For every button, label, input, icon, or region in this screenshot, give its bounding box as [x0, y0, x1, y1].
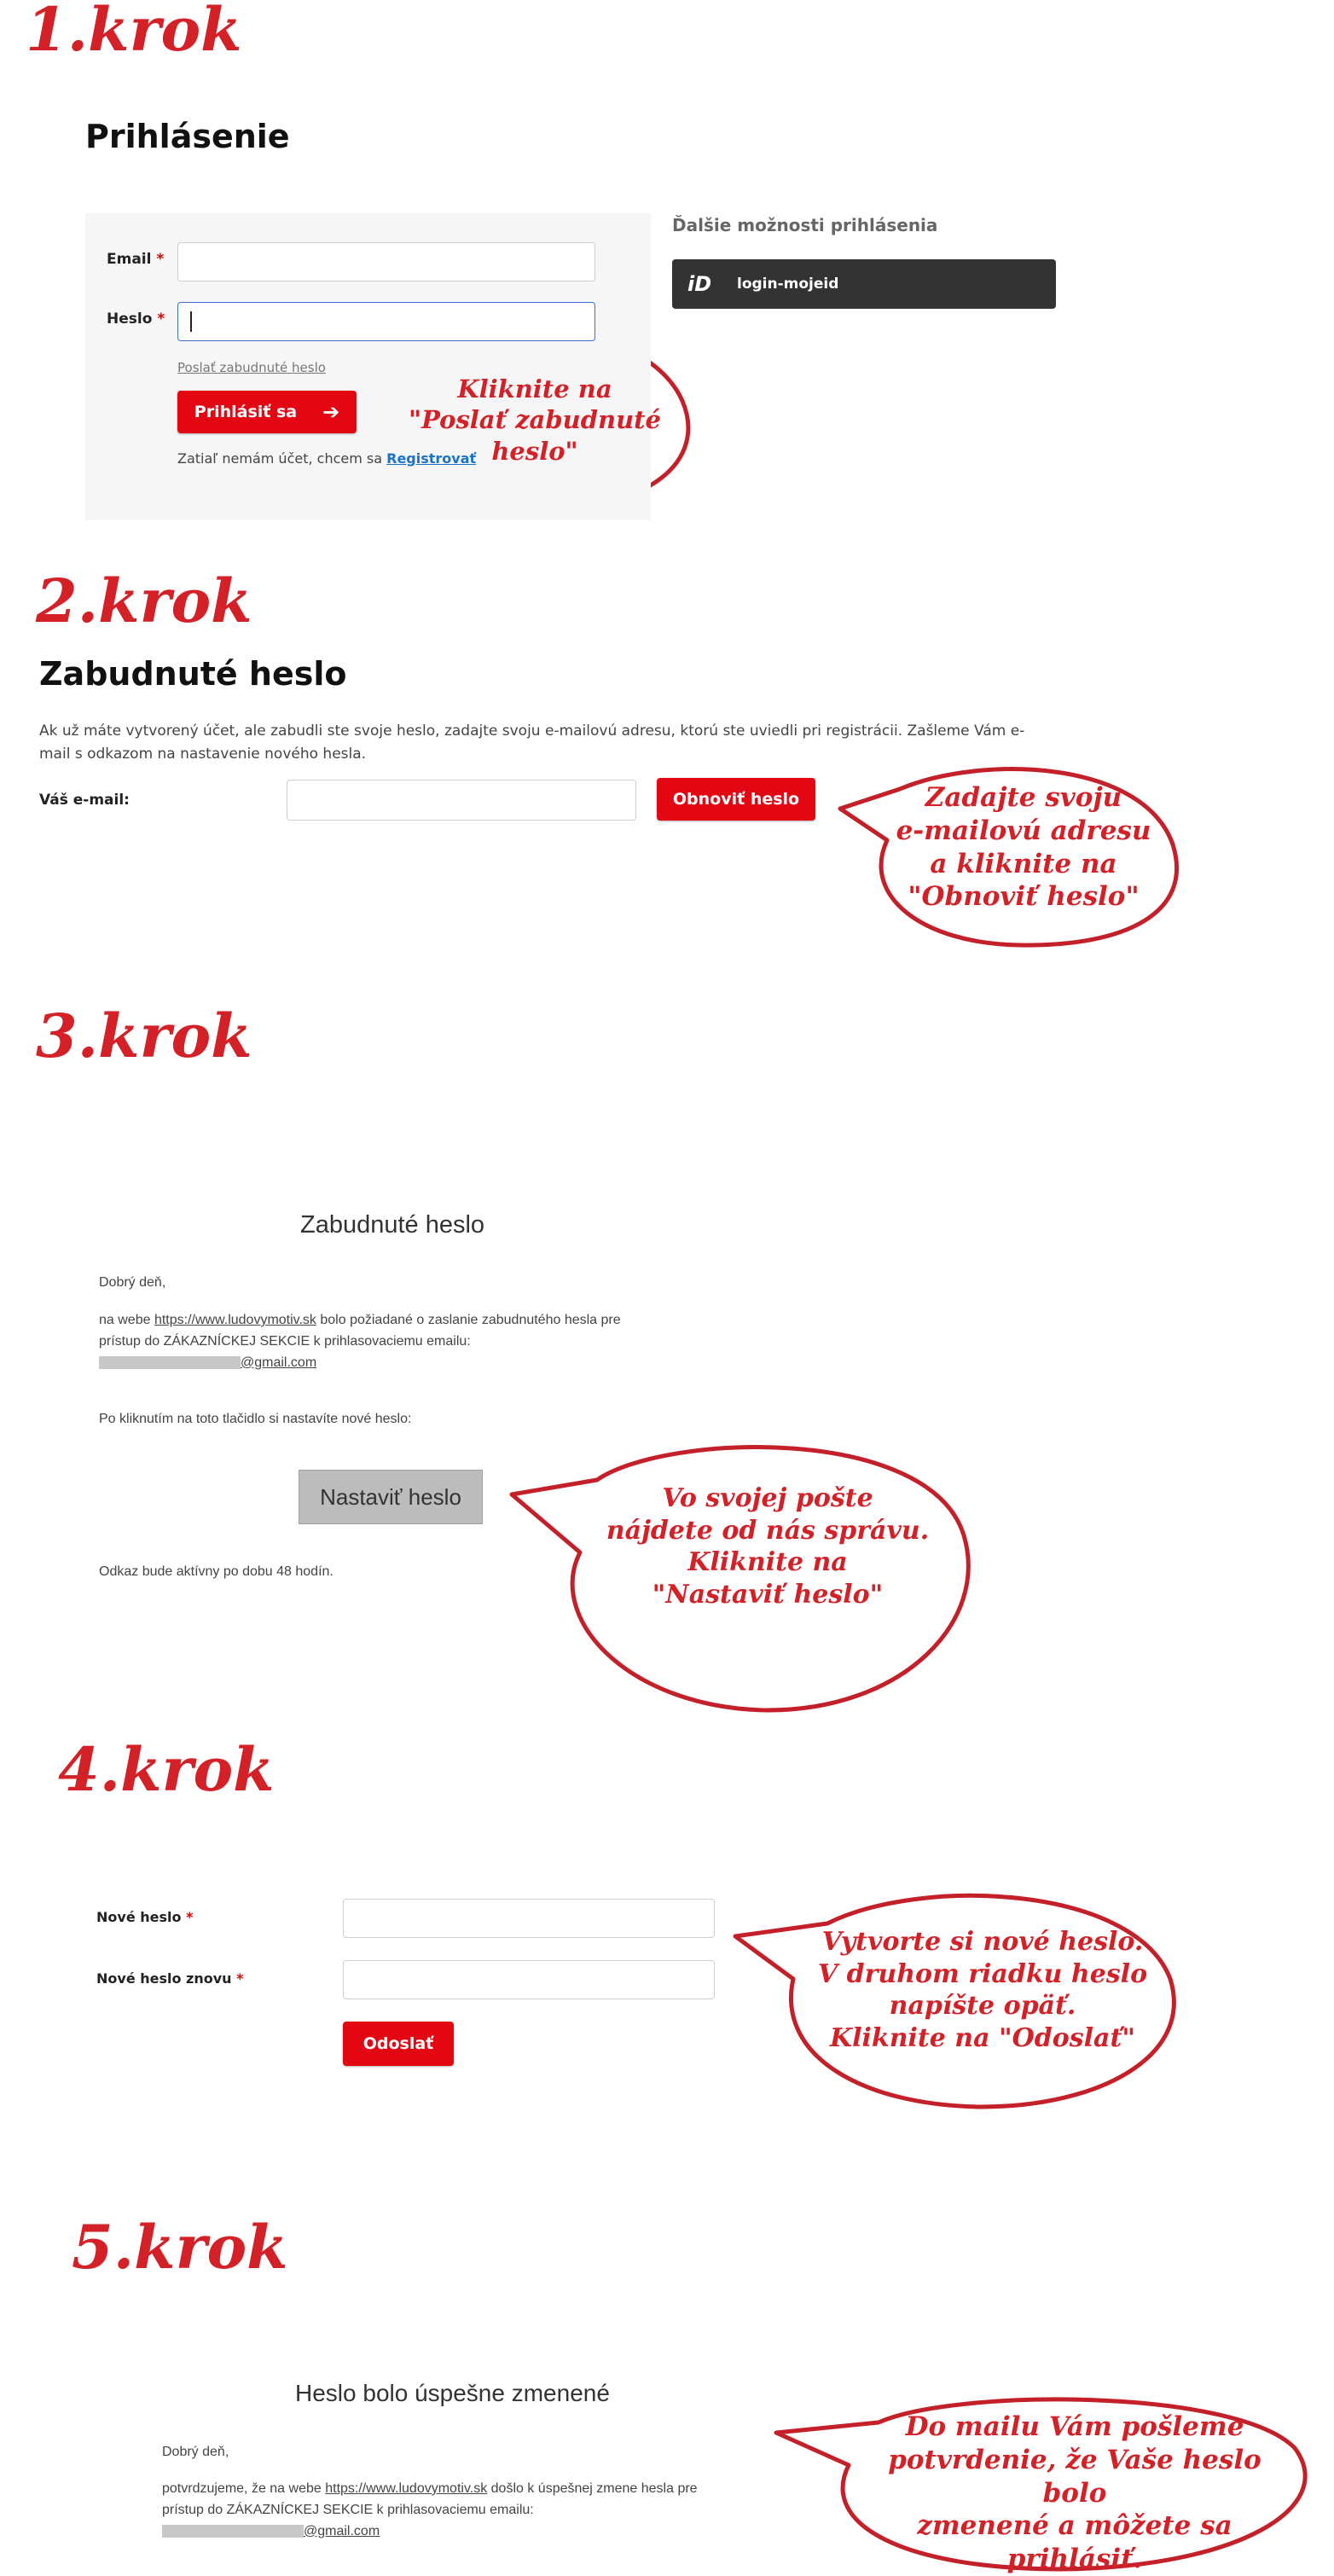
description-line-1: Ak už máte vytvorený účet, ale zabudli ste svoje heslo, zadajte svoju e-mailovú adresu, ktorú ste uviedli pri registrácii. Zašleme Vám e- — [39, 722, 1025, 740]
reset-mail-validity: Odkaz bude aktívny po dobu 48 hodín. — [99, 1564, 334, 1579]
redacted-email — [162, 2525, 304, 2538]
register-link[interactable]: Registrovať — [386, 450, 477, 467]
mojeid-logo-icon: iD — [687, 272, 712, 296]
step1-label: 1.krok — [26, 0, 242, 65]
other-login-options-title: Ďalšie možnosti prihlásenia — [672, 215, 938, 235]
forgot-password-description — [39, 720, 1063, 766]
reset-mail-title: Zabudnuté heslo — [300, 1211, 485, 1239]
site-link[interactable]: https://www.ludovymotiv.sk — [154, 1313, 316, 1327]
forgot-password-title: Zabudnuté heslo — [39, 655, 347, 693]
step3-label: 3.krok — [36, 1001, 252, 1071]
submit-button[interactable]: Odoslať — [343, 2022, 454, 2066]
step5-bubble-text: Do mailu Vám pošleme potvrdenie, že Vaše heslo bolo zmenené a môžete sa prihlásiť. — [888, 2411, 1262, 2574]
confirm-mail-greeting: Dobrý deň, — [162, 2445, 229, 2459]
description-line-2: mail s odkazom na nastavenie nového hesla. — [39, 746, 367, 763]
set-password-button[interactable]: Nastaviť heslo — [299, 1470, 483, 1524]
confirm-mail-title: Heslo bolo úspešne zmenené — [295, 2380, 610, 2406]
reset-mail-body: na webe https://www.ludovymotiv.sk bolo požiadané o zaslanie zabudnutého hesla pre prístup do ZÁKAZNÍCKEJ SEKCIE k prihlasovaciemu emailu: @gmail.com — [99, 1313, 621, 1370]
mojeid-login-button[interactable] — [672, 259, 1056, 309]
step4-label: 4.krok — [58, 1734, 275, 1805]
new-password-field[interactable] — [343, 1899, 715, 1938]
repeat-password-label: Nové heslo znovu * — [96, 1970, 244, 1987]
arrow-right-icon: ➔ — [322, 400, 340, 424]
register-prompt: Zatiaľ nemám účet, chcem sa Registrovať — [177, 450, 477, 467]
new-password-label: Nové heslo * — [96, 1909, 194, 1925]
your-email-label: Váš e-mail: — [39, 792, 130, 809]
text-cursor — [190, 311, 192, 332]
redacted-email — [99, 1356, 241, 1369]
login-button-label: Prihlásiť sa — [194, 403, 298, 421]
reset-mail-instruction: Po kliknutím na toto tlačidlo si nastavíte nové heslo: — [99, 1412, 412, 1426]
step1-bubble-text: Kliknite na "Poslať zabudnuté heslo" — [408, 374, 662, 466]
step2-bubble-text: Zadajte svoju e-mailovú adresu a kliknite na "Obnoviť heslo" — [896, 782, 1151, 913]
login-page-title: Prihlásenie — [85, 118, 290, 155]
step5-label: 5.krok — [72, 2212, 288, 2283]
confirm-mail-body: potvrdzujeme, že na webe https://www.ludovymotiv.sk došlo k úspešnej zmene hesla pre prístup do ZÁKAZNÍCKEJ SEKCIE k prihlasovaciemu emailu: @gmail.com — [162, 2481, 698, 2538]
site-link[interactable]: https://www.ludovymotiv.sk — [325, 2481, 488, 2496]
your-email-field[interactable] — [287, 780, 636, 821]
renew-password-button[interactable]: Obnoviť heslo — [657, 778, 815, 821]
password-field[interactable] — [177, 302, 595, 341]
email-field[interactable] — [177, 242, 595, 281]
step3-bubble-text: Vo svojej pošte nájdete od nás správu. Kliknite na "Nastaviť heslo" — [606, 1483, 930, 1610]
step4-bubble-text: Vytvorte si nové heslo. V druhom riadku heslo napíšte opäť. Kliknite na "Odoslať" — [817, 1927, 1148, 2053]
repeat-password-field[interactable] — [343, 1960, 715, 1999]
password-label: Heslo * — [107, 310, 165, 328]
login-button[interactable] — [177, 391, 357, 433]
mojeid-button-label: login-mojeid — [737, 276, 839, 293]
step2-label: 2.krok — [36, 566, 252, 636]
reset-mail-greeting: Dobrý deň, — [99, 1275, 166, 1290]
email-label: Email * — [107, 251, 165, 268]
forgot-password-link[interactable]: Poslať zabudnuté heslo — [177, 360, 326, 375]
